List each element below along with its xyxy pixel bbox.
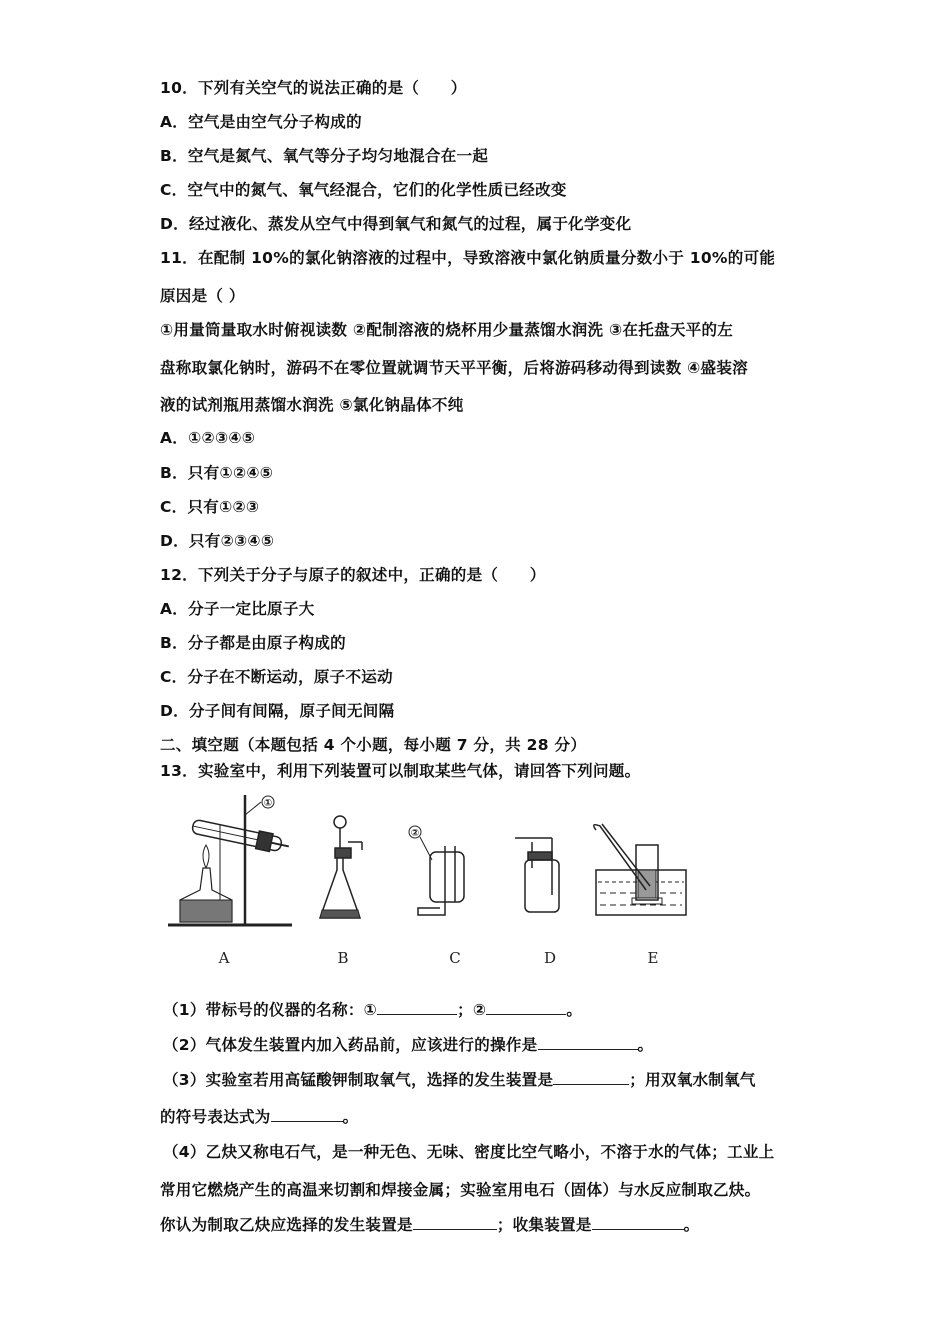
q13-part4-text2: ；收集装置是: [496, 1216, 592, 1234]
q11-option-c: C．只有①②③: [160, 498, 260, 516]
q12-option-d: D．分子间有间隔，原子间无间隔: [160, 702, 395, 720]
q13-part3-line1: [163, 1070, 756, 1090]
q13-part4-text: 你认为制取乙炔应选择的发生装置是: [160, 1216, 413, 1234]
q11-body-line1: ①用量筒量取水时俯视读数 ②配制溶液的烧杯用少量蒸馏水润洗 ③在托盘天平的左: [160, 321, 734, 339]
q11-option-b: B．只有①②④⑤: [160, 464, 274, 482]
q12-option-c: C．分子在不断运动，原子不运动: [160, 668, 393, 686]
q13-part2-text: （2）气体发生装置内加入药品前，应该进行的操作是: [163, 1036, 538, 1054]
q12-option-b: B．分子都是由原子构成的: [160, 634, 346, 652]
apparatus-c: [409, 826, 464, 915]
q13-part1-sep: ；②: [457, 1001, 487, 1019]
q11-stem-line1: 11．在配制 10%的氯化钠溶液的过程中，导致溶液中氯化钠质量分数小于 10%的可能: [160, 249, 776, 267]
q13-part1-end: 。: [566, 1001, 583, 1019]
q13-part3-line2: [160, 1107, 358, 1127]
q13-part4-line2: 常用它燃烧产生的高温来切割和焊接金属；实验室用电石（固体）与水反应制取乙炔。: [160, 1181, 761, 1199]
q13-part2-end: 。: [637, 1036, 654, 1054]
q10-option-c: C．空气中的氮气、氧气经混合，它们的化学性质已经改变: [160, 181, 567, 199]
q13-part3-text: （3）实验室若用高锰酸钾制取氧气，选择的发生装置是: [163, 1071, 554, 1089]
q13-part3-text2: ；用双氧水制氧气: [629, 1071, 756, 1089]
answer-blank-5[interactable]: [271, 1107, 343, 1122]
answer-blank-3[interactable]: [538, 1035, 638, 1050]
q13-part4-end: 。: [683, 1216, 700, 1234]
q12-option-a: A．分子一定比原子大: [160, 600, 315, 618]
apparatus-b: [320, 816, 362, 918]
q13-part4-line1: （4）乙炔又称电石气，是一种无色、无味、密度比空气略小，不溶于水的气体；工业上: [163, 1143, 775, 1161]
section-heading: 二、填空题（本题包括 4 个小题，每小题 7 分，共 28 分）: [160, 736, 587, 754]
q13-part1-text: （1）带标号的仪器的名称：①: [163, 1001, 378, 1019]
q11-body-line3: 液的试剂瓶用蒸馏水润洗 ⑤氯化钠晶体不纯: [160, 396, 464, 414]
q11-option-a: A．①②③④⑤: [160, 429, 256, 447]
q10-option-a: A．空气是由空气分子构成的: [160, 113, 362, 131]
label-e: E: [647, 949, 659, 967]
q13-part3-end: 。: [342, 1108, 359, 1126]
apparatus-a: [168, 795, 292, 925]
q13-part4-line3: [160, 1215, 699, 1235]
apparatus-d: [515, 838, 559, 912]
q10-option-b: B．空气是氮气、氧气等分子均匀地混合在一起: [160, 147, 489, 165]
apparatus-e: [594, 824, 686, 915]
label-c: C: [449, 949, 461, 967]
answer-blank-1[interactable]: [377, 1000, 457, 1015]
answer-blank-2[interactable]: [486, 1000, 566, 1015]
q13-part3-text3: 的符号表达式为: [160, 1108, 271, 1126]
marker-1-text: ①: [263, 798, 273, 809]
q11-body-line2: 盘称取氯化钠时，游码不在零位置就调节天平平衡，后将游码移动得到读数 ④盛装溶: [160, 359, 748, 377]
q13-stem: 13．实验室中，利用下列装置可以制取某些气体，请回答下列问题。: [160, 762, 641, 780]
q10-stem: 10．下列有关空气的说法正确的是（ ）: [160, 79, 467, 97]
apparatus-figure: [160, 790, 720, 975]
answer-blank-7[interactable]: [592, 1215, 684, 1230]
q13-part2: [163, 1035, 653, 1055]
label-b: B: [337, 949, 349, 967]
answer-blank-6[interactable]: [413, 1215, 497, 1230]
label-d: D: [543, 949, 557, 967]
q13-part1: [163, 1000, 582, 1020]
marker-2-text: ②: [410, 828, 420, 839]
label-a: A: [218, 949, 230, 967]
q10-option-d: D．经过液化、蒸发从空气中得到氧气和氮气的过程，属于化学变化: [160, 215, 632, 233]
q11-option-d: D．只有②③④⑤: [160, 532, 275, 550]
q11-stem-line2: 原因是（ ）: [160, 287, 245, 305]
q12-stem: 12．下列关于分子与原子的叙述中，正确的是（ ）: [160, 566, 546, 584]
answer-blank-4[interactable]: [553, 1070, 629, 1085]
